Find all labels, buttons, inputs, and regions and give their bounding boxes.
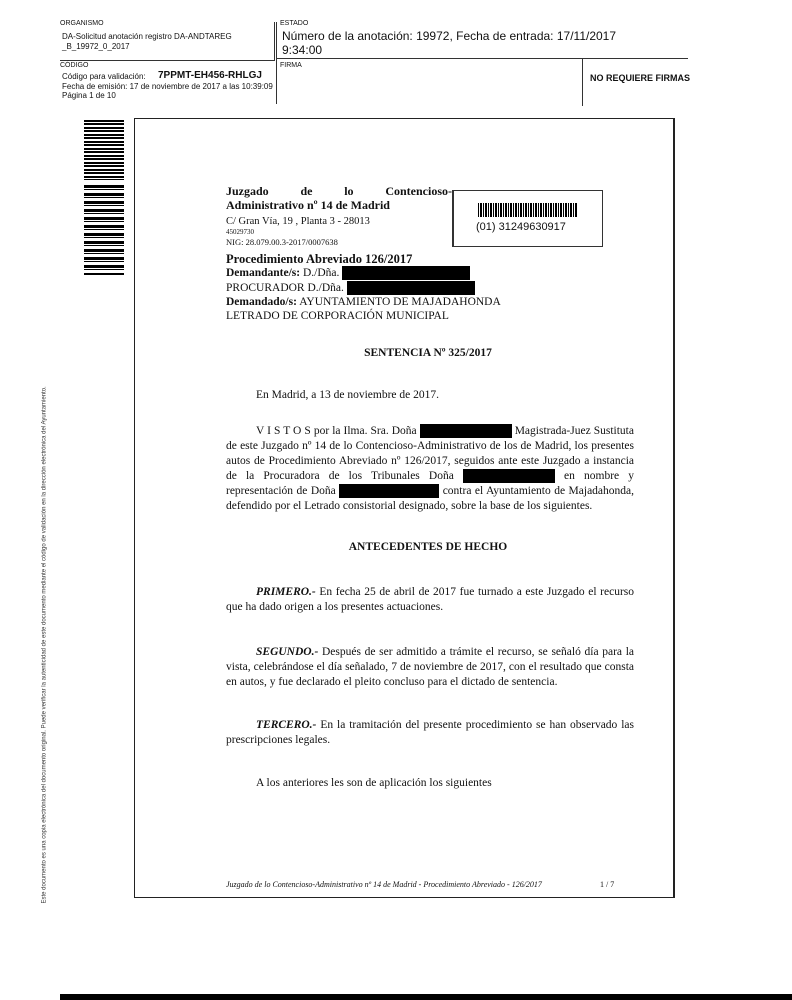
segundo-paragraph — [226, 645, 634, 690]
redaction-demandante — [342, 266, 470, 280]
court-barcode-bars — [478, 203, 578, 217]
redaction-dona — [339, 484, 439, 498]
procedure-letrado: LETRADO DE CORPORACIÓN MUNICIPAL — [226, 310, 449, 322]
demandado-label: Demandado/s: — [226, 296, 297, 308]
court-barcode-number: (01) 31249630917 — [476, 221, 566, 233]
vistos-word: V I S T O S — [256, 425, 311, 437]
closing-line: A los anteriores les son de aplicación los siguientes — [256, 777, 492, 789]
court-address: C/ Gran Vía, 19 , Planta 3 - 28013 — [226, 216, 370, 227]
vistos-paragraph — [226, 424, 634, 514]
antecedentes-title: ANTECEDENTES DE HECHO — [348, 541, 508, 553]
demandante-value: D./Dña. — [303, 267, 340, 279]
tercero-label: TERCERO.- — [256, 719, 317, 731]
vistos-a: por la Ilma. Sra. Doña — [313, 425, 417, 437]
stamp-page-info: Página 1 de 10 — [62, 91, 116, 100]
segundo-text: Después de ser admitido a trámite el recurso, se señaló día para la vista, celebrándose el día señalado, 7 de noviembre de 2017, con el resultado que consta en autos, y fue declarado el pleito concluso para el dictado de sentencia. — [226, 646, 635, 688]
stamp-annotation-label: ESTADO — [280, 20, 309, 27]
stamp-annotation-text: Número de la anotación: 19972, Fecha de entrada: 17/11/2017 9:34:00 — [282, 29, 617, 57]
stamp-organism-label: ORGANISMO — [60, 20, 104, 27]
demandante-label: Demandante/s: — [226, 267, 301, 279]
primero-paragraph — [226, 585, 634, 615]
primero-label: PRIMERO.- — [256, 586, 316, 598]
sentence-title: SENTENCIA Nº 325/2017 — [364, 347, 492, 359]
stamp-organism-line1: DA-Solicitud anotación registro DA-ANDTAREG — [62, 32, 232, 41]
court-nig: NIG: 28.079.00.3-2017/0007638 — [226, 237, 338, 247]
procedure-demandado — [226, 295, 501, 310]
segundo-label: SEGUNDO.- — [256, 646, 319, 658]
stamp-firma-divider — [582, 58, 583, 106]
stamp-annotation-divider — [276, 22, 277, 104]
procedure-demandante — [226, 266, 470, 281]
vistos-d: contra el Ayuntamiento de Majadahonda, defendido por el Letrado consistorial designado, sobre la base de los siguientes. — [226, 485, 635, 512]
vistos-c: en nombre y representación de Doña — [226, 470, 635, 497]
stamp-code-label-small: CÓDIGO — [60, 62, 89, 69]
side-legal-note: Este documento es una copia electrónica del documento original. Puede verificar la autenticidad de este documento mediante el código de validación en la dirección electrónica del Ayuntamiento. — [41, 386, 48, 904]
court-name-line2: Administrativo nº 14 de Madrid — [226, 198, 390, 212]
redaction-magistrada — [420, 424, 512, 438]
stamp-mid-line — [276, 58, 688, 59]
procedure-title: Procedimiento Abreviado 126/2017 — [226, 252, 413, 266]
stamp-code-label: Código para validación: — [62, 72, 146, 81]
vistos-b: Magistrada-Juez Sustituta de este Juzgado nº 14 de lo Contencioso-Administrativo de los de Madrid, los presentes autos de Procedimiento Abreviado nº 126/2017, seguidos ante este Juzgado a instancia de la Procuradora de los Tribunales Doña — [226, 425, 634, 482]
stamp-firma-label: FIRMA — [280, 62, 302, 69]
stamp-signature-date: Fecha de emisión: 17 de noviembre de 2017 a las 10:39:09 — [62, 82, 273, 91]
court-name — [226, 184, 452, 212]
side-barcode-1 — [84, 120, 124, 180]
primero-text: En fecha 25 de abril de 2017 fue turnado a este Juzgado el recurso que ha dado origen a los presentes actuaciones. — [226, 586, 634, 613]
court-code: 45029730 — [226, 228, 254, 236]
redaction-procuradora — [463, 469, 555, 483]
stamp-organism-line2: _B_19972_0_2017 — [62, 42, 130, 51]
tercero-text: En la tramitación del presente procedimiento se han observado las prescripciones legales. — [226, 719, 635, 746]
procedure-procurador — [226, 281, 475, 296]
tercero-paragraph — [226, 718, 634, 748]
procurador-label: PROCURADOR D./Dña. — [226, 282, 344, 294]
demandado-value: AYUNTAMIENTO DE MAJADAHONDA — [299, 296, 501, 308]
scan-bottom-edge — [60, 994, 792, 1000]
footer-text: Juzgado de lo Contencioso-Administrativo nº 14 de Madrid - Procedimiento Abreviado - 126/2017 — [226, 880, 542, 889]
stamp-no-firmas: NO REQUIERE FIRMAS — [590, 73, 691, 83]
stamp-code-value: 7PPMT-EH456-RHLGJ — [158, 70, 262, 81]
side-barcode-2 — [84, 185, 124, 275]
footer-page: 1 / 7 — [600, 880, 615, 889]
court-barcode-box — [452, 190, 603, 247]
court-name-line1: Juzgado de lo Contencioso- — [226, 184, 452, 198]
sentence-date: En Madrid, a 13 de noviembre de 2017. — [256, 389, 439, 401]
redaction-procurador — [347, 281, 475, 295]
